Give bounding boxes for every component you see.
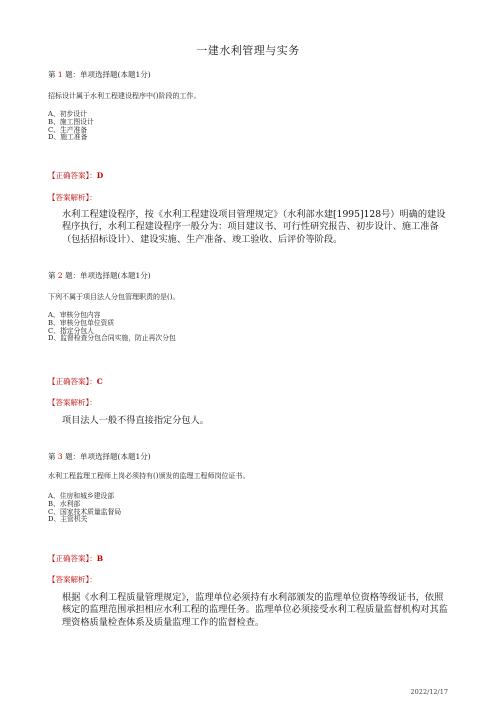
option-c: C、生产准备 — [48, 125, 88, 134]
option-a: A、住房和城乡建设部 — [48, 492, 115, 500]
footer-date: 2022/12/17 — [410, 688, 448, 696]
option-b: B、审核分包单位资质 — [48, 318, 115, 327]
question-number: 3 — [57, 452, 63, 461]
option-b: B、施工图设计 — [48, 117, 94, 126]
question-1-header — [48, 69, 151, 80]
option-d: D、施工准备 — [48, 133, 88, 142]
question-prefix: 第 — [48, 271, 56, 280]
document-title: 一建水利管理与实务 — [196, 44, 300, 57]
question-1-answer — [48, 170, 103, 181]
question-prefix: 第 — [48, 70, 56, 79]
question-2-stem: 下列不属于项目法人分包管理职责的是()。 — [48, 293, 180, 301]
option-c: C、国家技术质量监督局 — [48, 507, 122, 516]
option-b: B、水利部 — [48, 499, 81, 508]
question-1-stem: 招标设计属于水利工程建设程序中()阶段的工作。 — [48, 92, 201, 100]
question-3-explain-label: 【答案解析】： — [48, 575, 97, 584]
question-prefix: 第 — [48, 452, 56, 461]
question-1-explanation: 水利工程建设程序，按《水利工程建设项目管理规定》（水利部水建[1995]128号）明确的建设程序执行，水利工程建设程序一般分为：项目建议书、可行性研究报告、初步设计、施工准备（包括招标设计）、建设实施、生产准备、竣工验收、后评价等阶段。 — [62, 209, 446, 245]
question-number: 1 — [57, 70, 63, 79]
question-1-explain-label: 【答案解析】： — [48, 193, 97, 202]
option-d: D、监督检查分包合同实施，防止再次分包 — [48, 334, 176, 343]
question-3-options — [48, 493, 121, 524]
option-a: A、审核分包内容 — [48, 311, 101, 319]
question-2-header — [48, 270, 151, 281]
answer-label: 【正确答案】： — [48, 554, 97, 563]
question-2-options — [48, 312, 176, 343]
question-1-options — [48, 111, 94, 142]
answer-value: D — [96, 171, 104, 180]
option-c: C、指定分包人 — [48, 326, 94, 335]
answer-value: B — [96, 554, 104, 563]
option-d: D、主管机关 — [48, 515, 88, 524]
answer-label: 【正确答案】： — [48, 377, 97, 386]
question-2-explanation: 项目法人一般不得直接指定分包人。 — [62, 415, 209, 426]
question-number: 2 — [57, 271, 63, 280]
question-3-header — [48, 451, 151, 462]
option-a: A、初步设计 — [48, 110, 87, 118]
question-type: 题：单项选择题(本题1分) — [65, 271, 151, 280]
question-type: 题：单项选择题(本题1分) — [65, 70, 151, 79]
question-2-explain-label: 【答案解析】： — [48, 398, 97, 407]
question-2-answer — [48, 376, 103, 387]
question-type: 题：单项选择题(本题1分) — [65, 452, 151, 461]
answer-value: C — [96, 377, 103, 386]
question-3-stem: 水利工程监理工程师上岗必须持有()颁发的监理工程师岗位证书。 — [48, 472, 250, 480]
question-3-answer — [48, 553, 103, 564]
answer-label: 【正确答案】： — [48, 171, 97, 180]
question-3-explanation: 根据《水利工程质量管理规定》，监理单位必须持有水利部颁发的监理单位资格等级证书，依照核定的监理范围承担相应水利工程的监理任务。监理单位必须接受水利工程质量监督机构对其监理资格质量检查体系及质量监理工作的监督检查。 — [62, 592, 448, 628]
